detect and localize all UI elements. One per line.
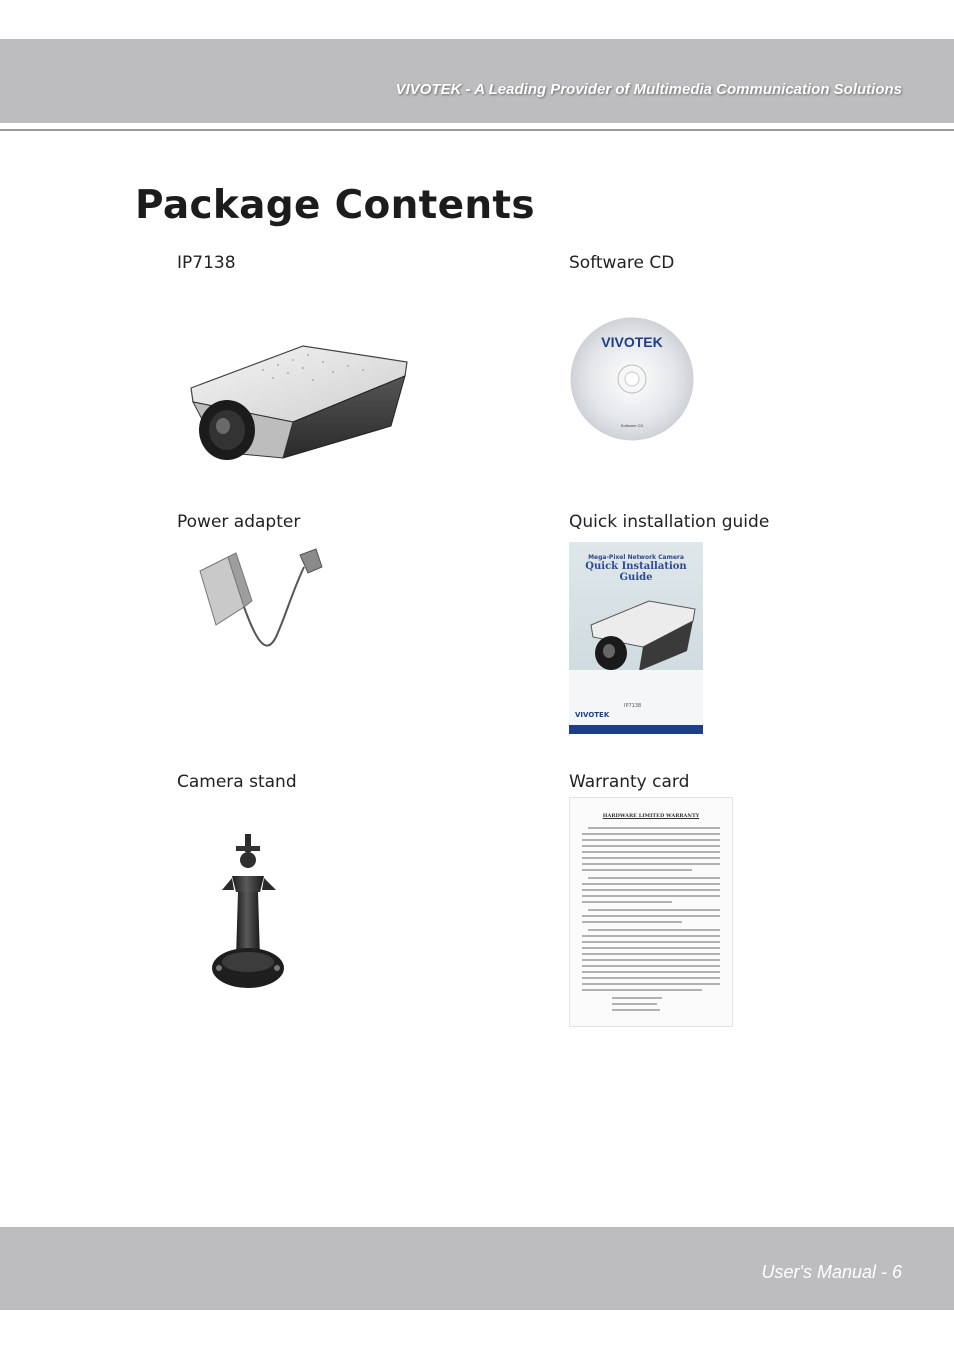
guide-camera-image: [587, 597, 697, 677]
label-ip7138: IP7138: [177, 253, 236, 273]
quick-guide-image: [569, 542, 703, 734]
label-warranty-card: Warranty card: [569, 772, 690, 792]
header-tagline: VIVOTEK - A Leading Provider of Multimedia Communication Solutions: [395, 81, 902, 98]
guide-model: IP7138: [624, 703, 642, 709]
warranty-text-lines: [582, 826, 722, 1022]
camera-stand-image: [210, 832, 286, 992]
label-camera-stand: Camera stand: [177, 772, 297, 792]
label-quick-installation-guide: Quick installation guide: [569, 512, 770, 532]
guide-blue-bar: [569, 725, 703, 734]
header-band: [0, 39, 954, 123]
power-adapter-image: [196, 545, 326, 657]
software-cd-image: [569, 317, 695, 441]
label-software-cd: Software CD: [569, 253, 675, 273]
camera-image: [183, 340, 413, 465]
guide-title: Quick Installation Guide: [585, 561, 687, 583]
cd-brand-logo: VIVOTEK: [601, 334, 663, 350]
guide-subtitle: Mega-Pixel Network Camera: [588, 554, 684, 561]
footer-band: [0, 1227, 954, 1310]
page-title: Package Contents: [135, 183, 535, 228]
label-power-adapter: Power adapter: [177, 512, 301, 532]
cd-disc-label: Software CD: [620, 423, 644, 428]
header-divider: [0, 129, 954, 131]
footer-page-label: User's Manual - 6: [761, 1262, 902, 1282]
warranty-heading: HARDWARE LIMITED WARRANTY: [602, 813, 700, 819]
warranty-card-image: [569, 797, 733, 1027]
guide-brand-logo: VIVOTEK: [575, 711, 610, 719]
